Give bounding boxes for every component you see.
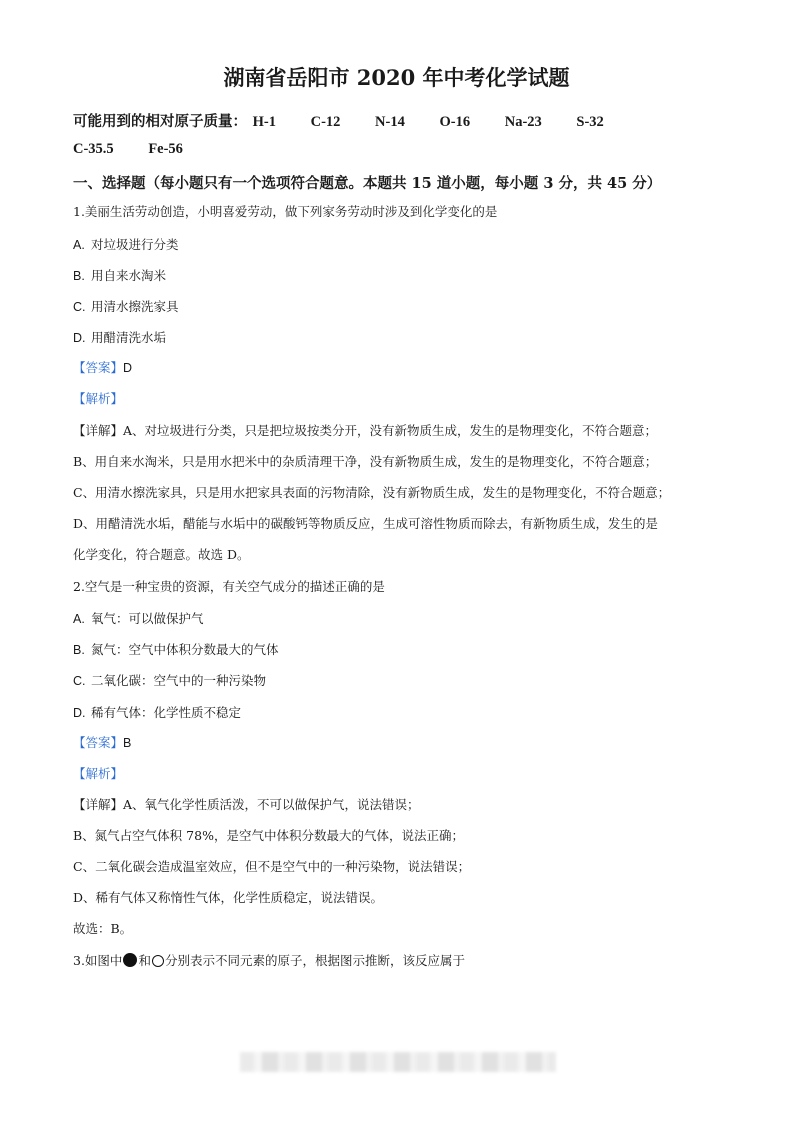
answer-value: D	[123, 361, 133, 375]
option-letter: D.	[73, 706, 86, 720]
question-1-stem: 1.美丽生活劳动创造，小明喜爱劳动，做下列家务劳动时涉及到化学变化的是	[73, 204, 498, 219]
option-text: 氮气：空气中体积分数最大的气体	[91, 642, 279, 657]
q1-option-c	[73, 297, 179, 315]
q1-detail-line: B、用自来水淘米，只是用水把米中的杂质清理干净，没有新物质生成，发生的是物理变化，不符合题意；	[73, 454, 658, 469]
mass-item: C-12	[310, 114, 341, 130]
blurred-watermark	[240, 1052, 556, 1072]
option-letter: C.	[73, 300, 86, 314]
detail-text: A、对垃圾进行分类，只是把垃圾按类分开，没有新物质生成，发生的是物理变化，不符合题意；	[123, 423, 658, 438]
q1-detail-line	[73, 422, 657, 440]
q1-detail-line: C、用清水擦洗家具，只是用水把家具表面的污物清除，没有新物质生成，发生的是物理变化，不符合题意；	[73, 485, 671, 500]
q1-detail-line: D、用醋清洗水垢，醋能与水垢中的碳酸钙等物质反应，生成可溶性物质而除去，有新物质生成，发生的是	[73, 516, 659, 531]
q2-detail-line: D、稀有气体又称惰性气体，化学性质稳定，说法错误。	[73, 890, 384, 905]
section-heading: 一、选择题（每小题只有一个选项符合题意。本题共 15 道小题，每小题 3 分，共 45 分）	[73, 175, 662, 192]
option-text: 稀有气体：化学性质不稳定	[91, 705, 242, 720]
q1-answer	[73, 359, 132, 377]
q2-answer	[73, 734, 131, 752]
detail-text: A、氧气化学性质活泼，不可以做保护气，说法错误；	[123, 797, 420, 812]
answer-tag: 【答案】	[73, 735, 124, 750]
mass-item: S-32	[576, 114, 604, 130]
option-text: 用自来水淘米	[91, 268, 167, 283]
option-letter: D.	[73, 331, 86, 345]
option-letter: A.	[73, 612, 85, 626]
q2-option-d	[73, 703, 241, 721]
option-letter: A.	[73, 238, 85, 252]
open-circle-atom-icon	[152, 955, 164, 967]
question-3-stem	[73, 952, 465, 970]
q1-detail-line: 化学变化，符合题意。故选 D。	[73, 547, 250, 562]
answer-value: B	[123, 736, 132, 750]
q2-option-b	[73, 640, 279, 658]
q2-option-c	[73, 671, 266, 689]
q1-analysis-tag: 【解析】	[73, 391, 124, 406]
mass-item: C-35.5	[73, 141, 114, 157]
q1-option-d	[73, 328, 166, 346]
question-2-stem: 2.空气是一种宝贵的资源，有关空气成分的描述正确的是	[73, 579, 385, 594]
q2-detail-line: C、二氧化碳会造成温室效应，但不是空气中的一种污染物，说法错误；	[73, 859, 471, 874]
mass-item: N-14	[375, 114, 405, 130]
atomic-masses-line-2	[73, 141, 183, 158]
q2-detail-line: 故选：B。	[73, 921, 133, 936]
option-text: 用清水擦洗家具	[91, 299, 179, 314]
atomic-masses-label: 可能用到的相对原子质量：	[73, 114, 247, 130]
option-letter: B.	[73, 269, 85, 283]
q1-option-a	[73, 235, 179, 253]
option-letter: C.	[73, 674, 86, 688]
option-text: 对垃圾进行分类	[91, 237, 179, 252]
atomic-masses-line-1	[73, 110, 604, 131]
option-text: 二氧化碳：空气中的一种污染物	[91, 673, 267, 688]
mass-item: O-16	[439, 114, 471, 130]
q2-option-a	[73, 609, 204, 627]
option-letter: B.	[73, 643, 85, 657]
q1-option-b	[73, 266, 166, 284]
q2-detail-line	[73, 796, 420, 814]
option-text: 氧气：可以做保护气	[91, 611, 204, 626]
stem-part: 分别表示不同元素的原子，根据图示推断，该反应属于	[164, 953, 465, 968]
answer-tag: 【答案】	[73, 360, 124, 375]
q2-analysis-tag: 【解析】	[73, 766, 124, 781]
mass-item: H-1	[252, 114, 276, 130]
option-text: 用醋清洗水垢	[91, 330, 167, 345]
stem-part: 和	[138, 953, 151, 968]
page-title: 湖南省岳阳市 2020 年中考化学试题	[223, 65, 570, 90]
mass-item: Fe-56	[148, 141, 183, 157]
stem-part: 3.如图中	[73, 953, 123, 968]
detail-tag: 【详解】	[73, 797, 124, 812]
q2-detail-line: B、氮气占空气体积 78%，是空气中体积分数最大的气体，说法正确；	[73, 828, 464, 843]
mass-item: Na-23	[504, 114, 542, 130]
filled-circle-atom-icon	[123, 953, 137, 967]
detail-tag: 【详解】	[73, 423, 124, 438]
